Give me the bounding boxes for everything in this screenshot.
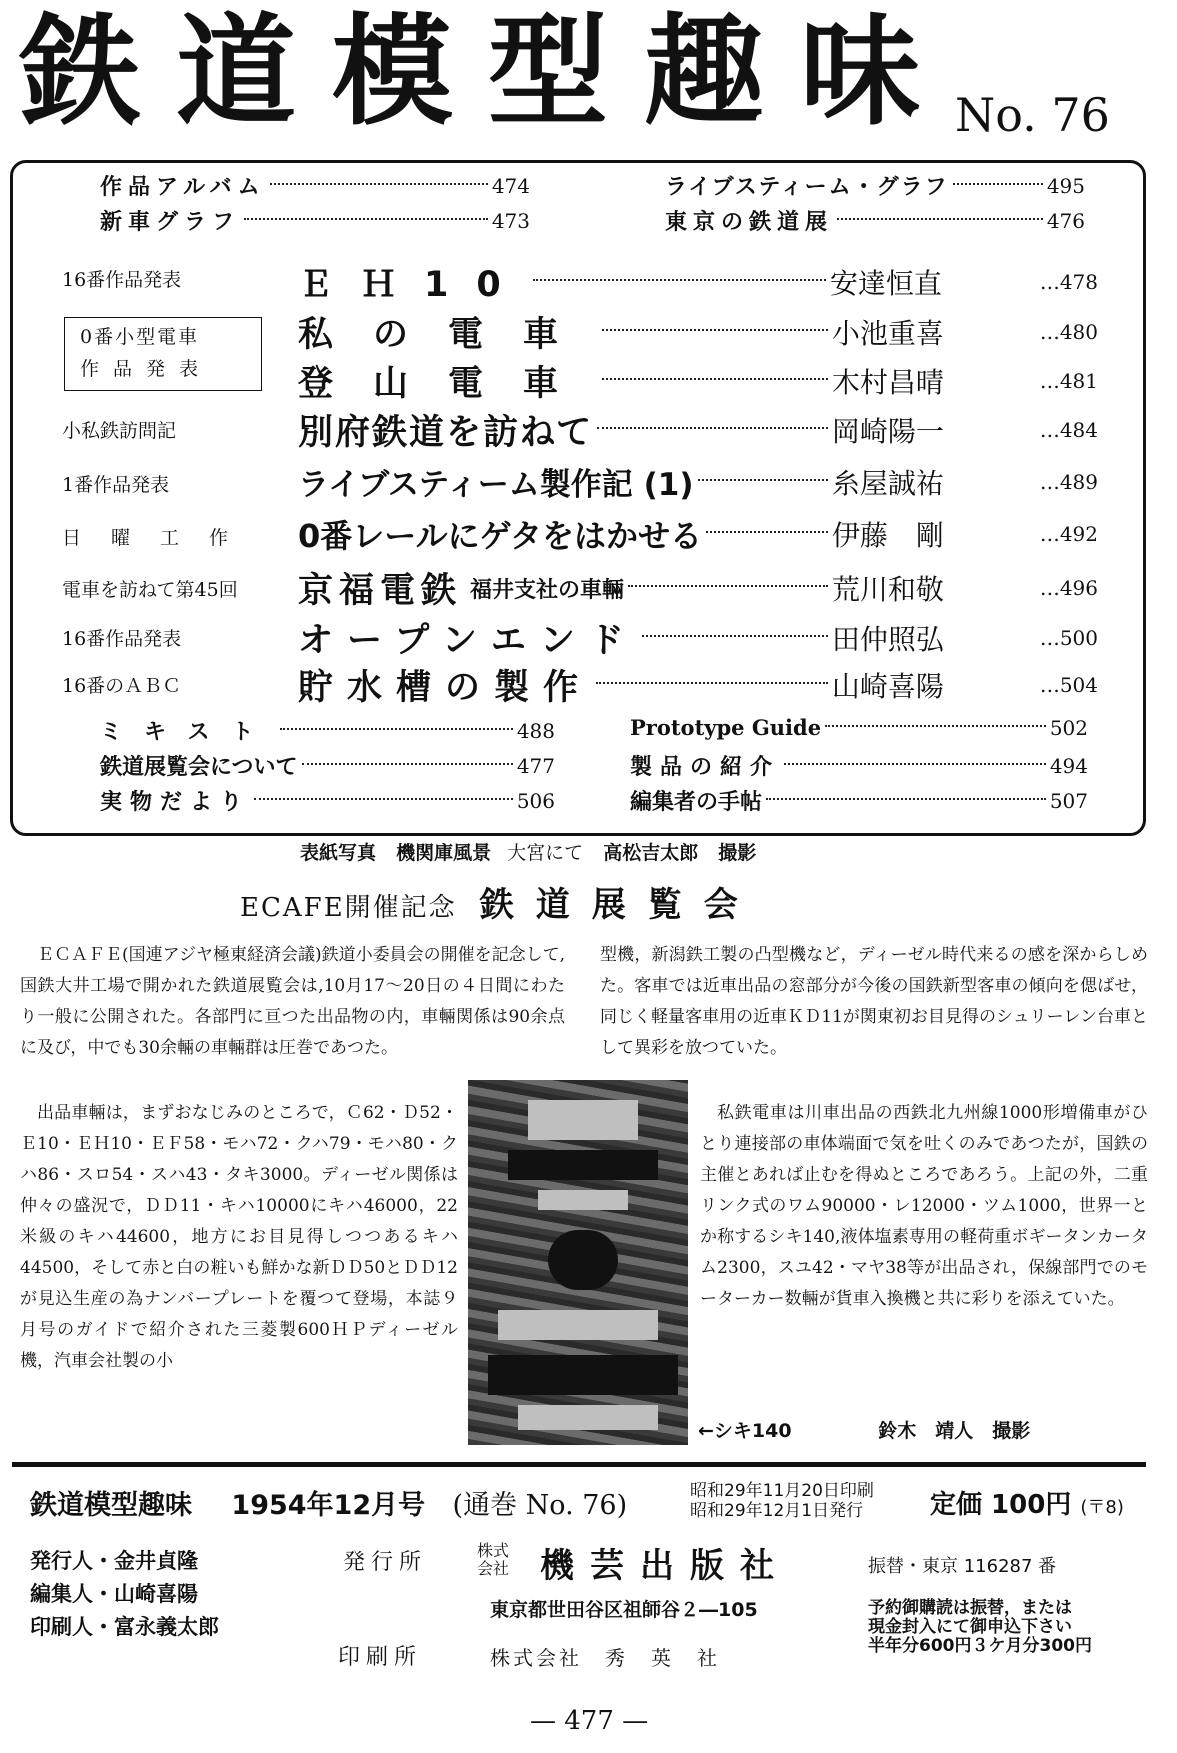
staff-publisher: 発行人・金井貞隆: [30, 1549, 198, 1573]
article-main-title: 鉄道展覧会: [479, 885, 760, 925]
toc-page: 492: [1059, 522, 1098, 546]
issue-number: No. 76: [955, 88, 1110, 142]
toc-entry-beppu[interactable]: 別府鉄道を訪ねて 岡崎陽一 … 484: [298, 405, 1098, 455]
printer-name: 株式会社 秀 英 社: [490, 1646, 720, 1670]
toc-title: 私の電車: [298, 315, 599, 355]
photo-caption: [698, 1416, 1030, 1443]
toc-category: 日曜工作: [62, 527, 259, 549]
toc-page: 502: [1049, 715, 1088, 740]
article-right-top: [600, 940, 1148, 1064]
toc-author: 安達恒直: [829, 267, 942, 300]
page-number: — 477 —: [530, 1706, 649, 1736]
toc-top-right-2[interactable]: [665, 205, 1085, 236]
toc-title: ミキスト: [100, 720, 276, 745]
toc-title: オープンエンド: [298, 621, 638, 661]
publisher-label: 発行所: [343, 1550, 428, 1575]
toc-entry-keifuku[interactable]: 京福電鉄 福井支社の車輛 荒川和敬 … 496: [298, 563, 1098, 613]
imprint-headline: [30, 1483, 627, 1522]
toc-page: 476: [1046, 208, 1085, 233]
dot-leader: [766, 796, 1046, 800]
dot-leader: [270, 181, 488, 185]
dot-leader: [244, 216, 488, 220]
subscription-line-3: 半年分600円３ケ月分300円: [868, 1636, 1092, 1656]
toc-author: 岡崎陽一: [831, 415, 944, 448]
staff-editor: 編集人・山崎喜陽: [30, 1582, 198, 1606]
transfer-account: 振替・東京 116287 番: [868, 1556, 1057, 1577]
toc-entry-chosuiso[interactable]: 貯水槽の製作 山崎喜陽 … 504: [298, 660, 1098, 710]
toc-author: 糸屋誠祐: [831, 466, 944, 500]
toc-author: 山崎喜陽: [831, 670, 944, 703]
article-paragraph: ＥＣＡＦＥ(国連アジヤ極東経済会議)鉄道小委員会の開催を記念して,国鉄大井工場で開かれた鉄道展覧会は,10月17～20日の４日間にわたり一般に公開された。各部門に亘つた出品物の内，車輛関係は90余点に及び，中でも30余輛の車輛群は圧巻であつた。: [20, 945, 565, 1058]
publisher-name: 機芸出版社: [540, 1546, 790, 1586]
toc-top-left-1[interactable]: [100, 170, 530, 201]
dot-leader: [837, 216, 1043, 220]
toc-title: 貯水槽の製作: [298, 668, 593, 708]
caption-credit: 鈴木 靖人 撮影: [878, 1420, 1031, 1442]
article-right-bottom: [700, 1098, 1148, 1315]
imprint-dates: [690, 1481, 874, 1521]
cover-subject: 機関庫風景: [396, 842, 492, 864]
toc-page: 500: [1059, 626, 1098, 650]
dot-leader: [602, 327, 828, 331]
dot-leader: [698, 477, 828, 481]
imprint-published: 昭和29年12月1日発行: [690, 1501, 864, 1521]
price: 定価 100円: [930, 1490, 1072, 1520]
subscription-note: [868, 1599, 1092, 1656]
toc-page: 489: [1059, 469, 1098, 494]
article-title: [240, 877, 760, 926]
toc-page: 495: [1046, 173, 1085, 198]
article-prefix: ECAFE開催記念: [240, 893, 457, 923]
dot-leader: [784, 761, 1046, 765]
caption-text: ←シキ140: [698, 1420, 792, 1442]
dot-leader: [602, 376, 828, 380]
cover-credit: [300, 838, 756, 865]
toc-page: 484: [1059, 418, 1098, 442]
publisher-kind: 株式会社: [477, 1541, 510, 1578]
dot-leader: [706, 529, 828, 533]
imprint-volume: (通巻 No. 76): [452, 1490, 628, 1521]
toc-page: 474: [491, 173, 530, 198]
toc-page: 496: [1059, 576, 1098, 600]
toc-author: 田仲照弘: [831, 623, 944, 656]
imprint-magazine: 鉄道模型趣味: [30, 1490, 192, 1521]
toc-page: 507: [1049, 788, 1088, 813]
toc-page: 494: [1049, 753, 1088, 778]
toc-author: 木村昌晴: [831, 366, 944, 399]
cover-location: 大宮にて: [507, 842, 584, 864]
cover-credit-word: 撮影: [718, 842, 757, 864]
toc-bottom-left-1[interactable]: [100, 715, 555, 746]
toc-category: 1番作品発表: [62, 474, 170, 496]
toc-bottom-right-2[interactable]: [630, 750, 1088, 781]
toc-bottom-left-3[interactable]: [100, 785, 555, 816]
toc-category: 小私鉄訪問記: [62, 420, 177, 442]
toc-title: 登山電車: [298, 364, 599, 404]
toc-title: 製品の紹介: [630, 755, 781, 780]
article-paragraph: 型機，新潟鉄工製の凸型機など，ディーゼル時代来るの感を深からしめた。客車では近車出品の窓部分が今後の国鉄新型客車の傾向を偲ばせ，同じく軽量客車用の近車ＫＤ11が関東初お目見得のシュリーレン台車として異彩を放つていた。: [600, 945, 1148, 1058]
dot-leader: [628, 583, 828, 587]
toc-entry-tozan[interactable]: 登山電車 木村昌晴 … 481: [298, 356, 1098, 406]
toc-category: 16番のＡＢＣ: [62, 675, 182, 697]
toc-page: 473: [491, 208, 530, 233]
dot-leader: [953, 181, 1043, 185]
article-left-top: [20, 940, 565, 1064]
imprint-edition: 1954年12月号: [231, 1490, 426, 1521]
toc-author: 荒川和敬: [831, 573, 944, 606]
cover-label: 表紙写真: [300, 842, 377, 864]
toc-entry-geta[interactable]: 0番レールにゲタをはかせる 伊藤 剛 … 492: [298, 511, 1098, 557]
toc-category: 16番作品発表: [62, 269, 182, 291]
toc-page: 478: [1059, 270, 1098, 294]
staff-printer: 印刷人・富永義太郎: [30, 1615, 219, 1639]
toc-title: Prototype Guide: [630, 715, 822, 740]
toc-page: 480: [1059, 320, 1098, 344]
postage: (〒8): [1080, 1497, 1124, 1518]
shiki140-photo: [468, 1080, 688, 1445]
toc-entry-livesteam[interactable]: ライブスティーム製作記 (1) 糸屋誠祐 … 489: [298, 459, 1098, 504]
toc-title: 作品アルバム: [100, 175, 266, 200]
toc-title: 別府鉄道を訪ねて: [298, 413, 594, 453]
toc-title: 東京の鉄道展: [665, 210, 834, 235]
toc-bottom-right-3[interactable]: [630, 785, 1088, 816]
toc-top-left-2[interactable]: [100, 205, 530, 236]
dot-leader: [642, 633, 828, 637]
publisher-address: 東京都世田谷区祖師谷２―105: [490, 1599, 758, 1621]
dot-leader: [597, 425, 828, 429]
cover-photographer: 高松吉太郎: [603, 842, 699, 864]
dot-leader: [825, 723, 1046, 727]
toc-title: ＥＨ10: [298, 265, 529, 305]
toc-title: 鉄道展覧会について: [100, 755, 298, 780]
toc-title: ライブスティーム・グラフ: [665, 175, 949, 200]
magazine-title: 鉄道模型趣味: [20, 3, 956, 142]
imprint-printed: 昭和29年11月20日印刷: [690, 1481, 874, 1501]
toc-author: 伊藤 剛: [831, 519, 944, 552]
dot-leader: [533, 277, 826, 281]
dot-leader: [254, 796, 513, 800]
toc-category: 16番作品発表: [62, 628, 182, 650]
imprint-rule: [12, 1462, 1146, 1467]
imprint-price: [930, 1484, 1124, 1521]
dot-leader: [280, 726, 513, 730]
toc-title: 編集者の手帖: [630, 790, 763, 815]
toc-title: 京福電鉄: [298, 571, 463, 611]
printer-label: 印刷所: [338, 1645, 423, 1670]
toc-page: 481: [1059, 369, 1098, 393]
toc-category: 電車を訪ねて第45回: [62, 579, 238, 601]
toc-author: 小池重喜: [831, 317, 944, 350]
toc-category-box-line1: 0番小型電車: [80, 326, 200, 348]
toc-page: 506: [516, 788, 555, 813]
subscription-line-1: 予約御購読は振替，または: [868, 1598, 1072, 1618]
toc-page: 488: [516, 718, 555, 743]
toc-entry-eh10[interactable]: ＥＨ10 安達恒直 … 478: [298, 257, 1098, 307]
toc-entry-openend[interactable]: オープンエンド 田仲照弘 … 500: [298, 613, 1098, 663]
article-left-bottom: [20, 1098, 458, 1377]
toc-page: 504: [1059, 673, 1098, 697]
dot-leader: [302, 761, 513, 765]
article-paragraph: 出品車輛は，まずおなじみのところで，Ｃ62・Ｄ52・Ｅ10・ＥＨ10・ＥＦ58・モハ72・クハ79・モハ80・クハ86・スロ54・スハ43・タキ3000。ディーゼル関係は仲々の盛況で，ＤＤ11・キハ10000にキハ46000，22米級のキハ44600，地方にお目見得しつつあるキハ44500，そして赤と白の粧いも鮮かな新ＤＤ50とＤＤ12が見込生産の為ナンバープレートを覆つて登場，本誌９月号のガイドで紹介された三菱製600ＨＰディーゼル機，汽車会社製の小: [20, 1103, 458, 1371]
toc-entry-watashi[interactable]: 私の電車 小池重喜 … 480: [298, 307, 1098, 357]
toc-title: 0番レールにゲタをはかせる: [298, 517, 703, 555]
toc-bottom-left-2[interactable]: [100, 750, 555, 781]
subscription-line-2: 現金封入にて御申込下さい: [868, 1617, 1072, 1637]
toc-subtitle: 福井支社の車輛: [470, 577, 625, 603]
toc-page: 477: [516, 753, 555, 778]
imprint-staff: [30, 1545, 219, 1644]
toc-top-right-1[interactable]: [665, 170, 1085, 201]
toc-title: 新車グラフ: [100, 210, 241, 235]
toc-category-box-line2: 作品発表: [80, 358, 213, 380]
dot-leader: [596, 680, 828, 684]
toc-title: 実物だより: [100, 790, 251, 815]
toc-bottom-right-1[interactable]: [630, 715, 1088, 740]
toc-title: ライブスティーム製作記 (1): [298, 467, 694, 503]
article-paragraph: 私鉄電車は川車出品の西鉄北九州線1000形増備車がひとり連接部の車体端面で気を吐くのみであつたが，国鉄の主催とあれば止むを得ぬところであろう。上記の外，二重リンク式のワム90000・レ12000・ツム1000，世界一とか称するシキ140,液体塩素専用の軽荷重ボギータンカータム2300，スユ42・マヤ38等が出品され，保線部門でのモーターカー数輛が貨車入換機と共に彩りを添えていた。: [700, 1103, 1148, 1309]
